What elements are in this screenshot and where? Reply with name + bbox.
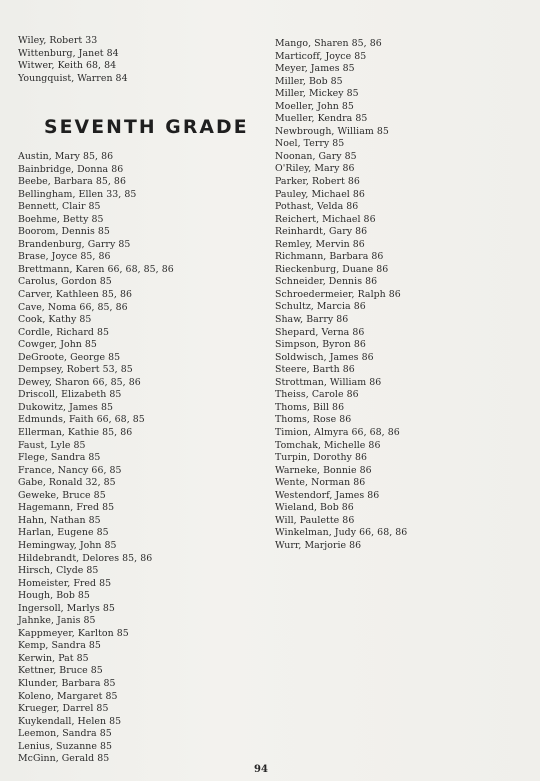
index-entry: Miller, Mickey 85	[275, 88, 359, 100]
index-entry: Kappmeyer, Karlton 85	[18, 627, 129, 639]
index-entry: Harlan, Eugene 85	[18, 527, 109, 539]
index-entry: Richmann, Barbara 86	[275, 251, 384, 263]
index-entry: Homeister, Fred 85	[18, 577, 112, 589]
index-entry: Pothast, Velda 86	[275, 201, 359, 213]
index-entry: Bennett, Clair 85	[18, 201, 101, 213]
index-entry: Cave, Noma 66, 85, 86	[18, 301, 128, 313]
index-entry: Driscoll, Elizabeth 85	[18, 389, 122, 401]
index-entry: Meyer, James 85	[275, 63, 355, 75]
index-entry: Schneider, Dennis 86	[275, 276, 378, 288]
index-entry: Wente, Norman 86	[275, 477, 366, 489]
index-entry: Noel, Terry 85	[275, 138, 345, 150]
index-entry: Austin, Mary 85, 86	[18, 151, 114, 162]
index-entry: Turpin, Dorothy 86	[275, 452, 367, 464]
index-entry: Will, Paulette 86	[275, 514, 355, 526]
index-entry: Shepard, Verna 86	[275, 326, 365, 338]
index-entry: Brase, Joyce 85, 86	[18, 251, 111, 263]
seventh-grade-list-right	[275, 38, 407, 552]
index-entry: Gabe, Ronald 32, 85	[18, 477, 116, 489]
index-entry: Thoms, Bill 86	[275, 401, 345, 413]
index-entry: Strottman, William 86	[275, 376, 382, 388]
index-entry: Hahn, Nathan 85	[18, 514, 101, 526]
index-entry: Wurr, Marjorie 86	[275, 539, 362, 551]
index-entry: Kettner, Bruce 85	[18, 665, 103, 677]
index-entry: Wittenburg, Janet 84	[18, 47, 119, 59]
index-entry: Youngquist, Warren 84	[18, 72, 128, 84]
index-entry: Reinhardt, Gary 86	[275, 226, 368, 238]
index-entry: DeGroote, George 85	[18, 351, 121, 363]
index-entry: Hagemann, Fred 85	[18, 502, 115, 514]
index-entry: Beebe, Barbara 85, 86	[18, 176, 126, 188]
index-entry: Brettmann, Karen 66, 68, 85, 86	[18, 263, 174, 275]
index-entry: Lenius, Suzanne 85	[18, 740, 113, 752]
index-entry: Soldwisch, James 86	[275, 351, 374, 363]
index-entry: Cook, Kathy 85	[18, 314, 92, 326]
index-entry: Ellerman, Kathie 85, 86	[18, 427, 133, 439]
index-entry: Mueller, Kendra 85	[275, 113, 368, 125]
index-entry: Mango, Sharen 85, 86	[275, 38, 382, 49]
index-entry: Pauley, Michael 86	[275, 188, 365, 200]
index-entry: France, Nancy 66, 85	[18, 464, 122, 476]
index-entry: Timion, Almyra 66, 68, 86	[275, 426, 400, 438]
index-entry: Kerwin, Pat 85	[18, 652, 89, 664]
index-entry: Cordle, Richard 85	[18, 326, 110, 338]
index-entry: Dempsey, Robert 53, 85	[18, 364, 133, 376]
index-entry: Simpson, Byron 86	[275, 339, 366, 351]
index-entry: Wiley, Robert 33	[18, 35, 98, 46]
index-entry: Hildebrandt, Delores 85, 86	[18, 552, 153, 564]
index-entry: O'Riley, Mary 86	[275, 163, 355, 175]
index-entry: Kuykendall, Helen 85	[18, 715, 122, 727]
index-entry: Miller, Bob 85	[275, 75, 343, 87]
page-number: 94	[254, 764, 268, 775]
index-entry: Steere, Barth 86	[275, 364, 355, 376]
index-entry: Klunder, Barbara 85	[18, 677, 116, 689]
index-entry: Newbrough, William 85	[275, 125, 389, 137]
seventh-grade-list-left	[18, 151, 174, 766]
previous-grade-list	[18, 35, 128, 85]
index-entry: Cowger, John 85	[18, 339, 97, 351]
index-entry: Warneke, Bonnie 86	[275, 464, 372, 476]
seventh-grade-heading: SEVENTH GRADE	[44, 117, 249, 138]
index-entry: Hough, Bob 85	[18, 590, 90, 602]
index-entry: Winkelman, Judy 66, 68, 86	[275, 527, 408, 539]
index-entry: Boehme, Betty 85	[18, 213, 104, 225]
index-entry: Noonan, Gary 85	[275, 150, 357, 162]
index-entry: Shaw, Barry 86	[275, 314, 349, 326]
index-entry: Geweke, Bruce 85	[18, 489, 106, 501]
index-entry: Edmunds, Faith 66, 68, 85	[18, 414, 145, 426]
index-entry: Remley, Mervin 86	[275, 238, 365, 250]
index-entry: Tomchak, Michelle 86	[275, 439, 381, 451]
index-entry: Jahnke, Janis 85	[18, 615, 96, 627]
index-entry: Koleno, Margaret 85	[18, 690, 118, 702]
index-entry: Carver, Kathleen 85, 86	[18, 289, 132, 301]
index-entry: Rieckenburg, Duane 86	[275, 263, 389, 275]
index-entry: McGinn, Gerald 85	[18, 753, 110, 765]
index-entry: Thoms, Rose 86	[275, 414, 352, 426]
index-entry: Schultz, Marcia 86	[275, 301, 366, 313]
index-entry: Dewey, Sharon 66, 85, 86	[18, 376, 141, 388]
index-entry: Parker, Robert 86	[275, 176, 360, 188]
index-entry: Leemon, Sandra 85	[18, 728, 112, 740]
index-entry: Brandenburg, Garry 85	[18, 238, 131, 250]
index-entry: Hemingway, John 85	[18, 539, 117, 551]
index-entry: Bellingham, Ellen 33, 85	[18, 188, 137, 200]
index-entry: Faust, Lyle 85	[18, 439, 86, 451]
index-entry: Carolus, Gordon 85	[18, 276, 112, 288]
index-entry: Hirsch, Clyde 85	[18, 565, 99, 577]
index-entry: Reichert, Michael 86	[275, 213, 376, 225]
index-entry: Theiss, Carole 86	[275, 389, 359, 401]
index-entry: Marticoff, Joyce 85	[275, 50, 367, 62]
index-entry: Witwer, Keith 68, 84	[18, 60, 117, 72]
index-entry: Schroedermeier, Ralph 86	[275, 288, 401, 300]
index-entry: Bainbridge, Donna 86	[18, 163, 124, 175]
index-entry: Krueger, Darrel 85	[18, 703, 109, 715]
index-entry: Westendorf, James 86	[275, 489, 380, 501]
index-entry: Ingersoll, Marlys 85	[18, 602, 115, 614]
index-entry: Boorom, Dennis 85	[18, 226, 110, 238]
index-entry: Dukowitz, James 85	[18, 401, 113, 413]
index-entry: Moeller, John 85	[275, 100, 354, 112]
index-entry: Kemp, Sandra 85	[18, 640, 101, 652]
index-entry: Wieland, Bob 86	[275, 502, 354, 514]
index-entry: Flege, Sandra 85	[18, 452, 101, 464]
